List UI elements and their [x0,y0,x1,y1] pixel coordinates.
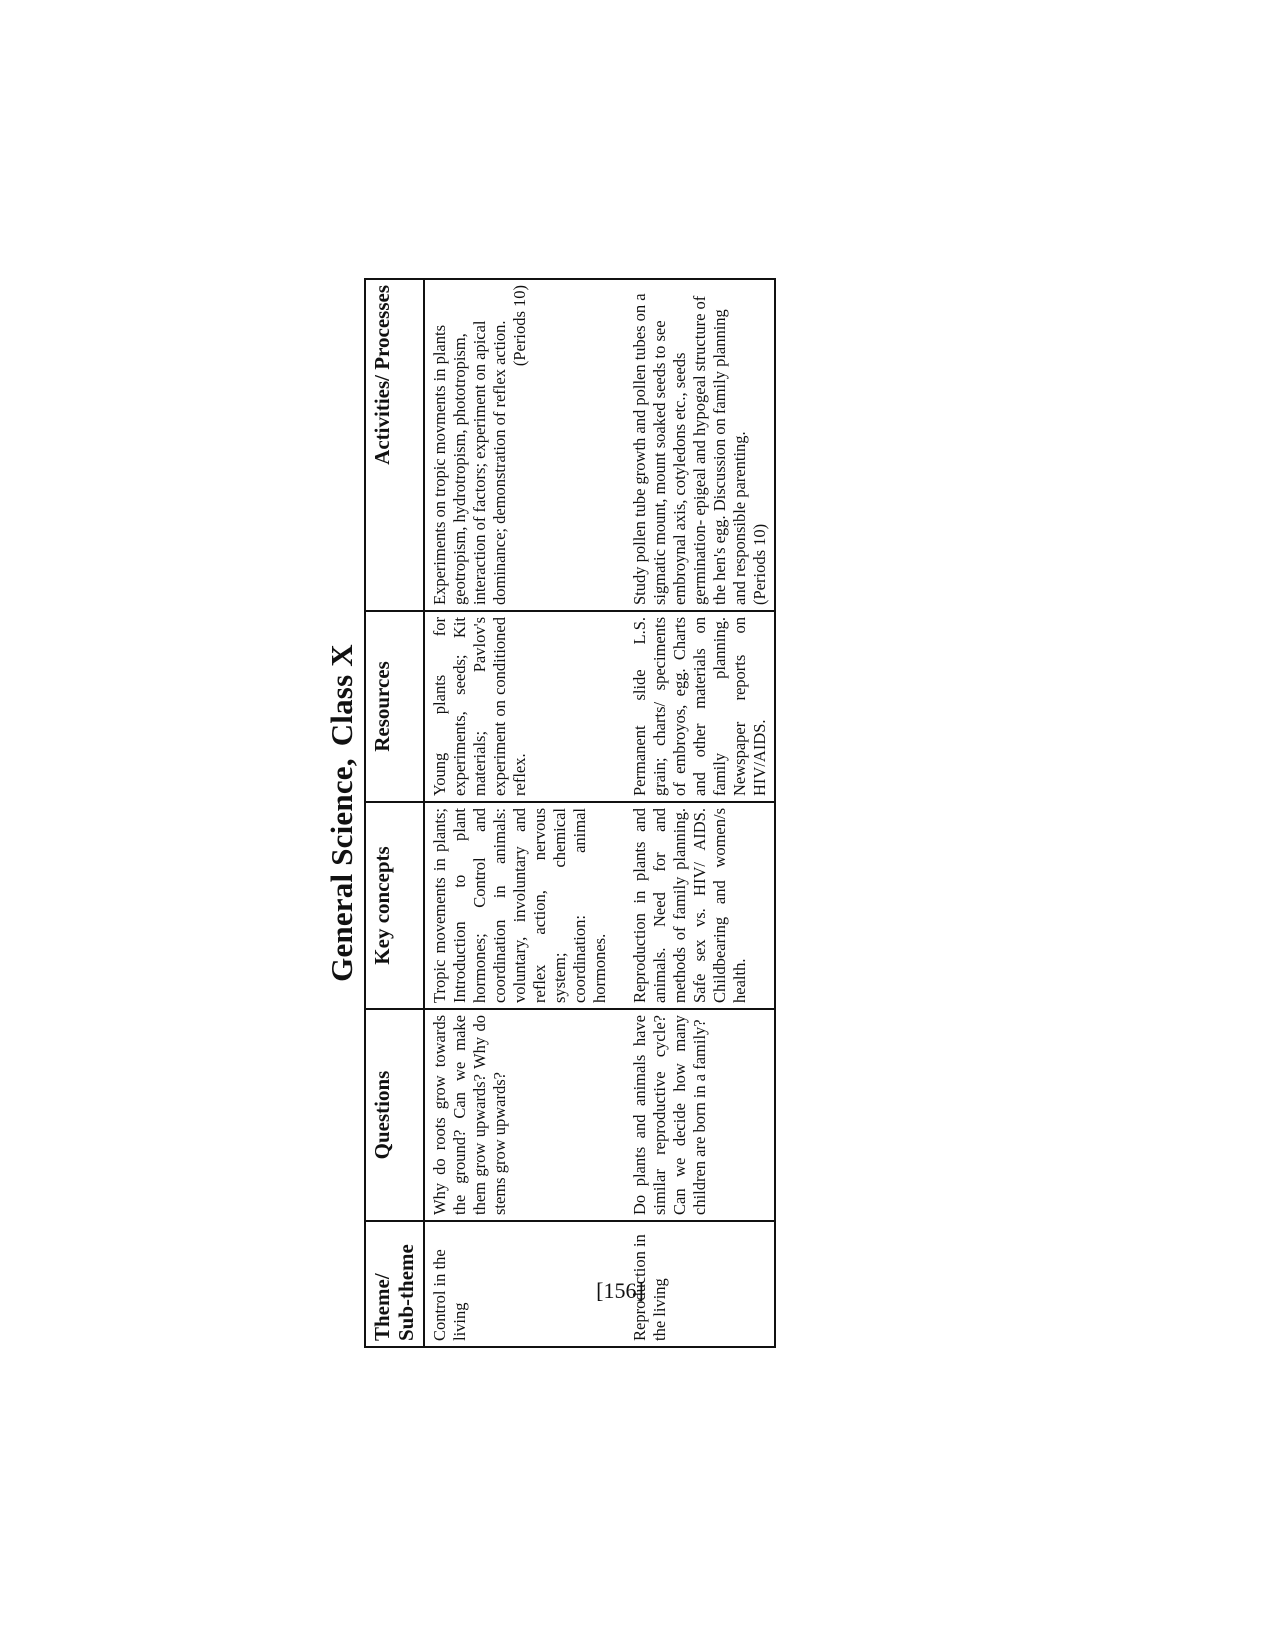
cell-activities [614,279,775,611]
cell-key-concepts: Reproduction in plants and animals. Need for and methods of family planning. Safe sex vs. HIV/ AIDS. Childbearing and women/s health. [614,802,775,1009]
cell-theme: Control in the living [424,1221,614,1347]
activities-text: Study pollen tube growth and pollen tubes on a sigmatic mount, mount soaked seeds to see embroynal axis, cotyledons etc., seeds germination- epigeal and hypogeal structure of the hen's egg. Discussion on family planning and responsible parenting. [630,293,749,605]
table-row [424,279,614,1347]
cell-key-concepts: Tropic movements in plants; Introduction to plant hormones; Control and coordination in animals: voluntary, involuntary and reflex action, nervous system; chemical coordination: animal hormones. [424,802,614,1009]
header-theme: Theme/ Sub-theme [365,1221,424,1347]
cell-theme: Reproduction in the living [614,1221,775,1347]
table-header-row [365,279,424,1347]
page-number: [156] [596,1278,644,1303]
syllabus-table [364,278,776,1348]
cell-questions: Why do roots grow towards the ground? Can we make them grow upwards? Why do stems grow upwards? [424,1009,614,1221]
header-questions: Questions [365,1009,424,1221]
periods-label: (Periods 10) [750,523,769,605]
rotated-page-content [320,278,920,1348]
cell-questions: Do plants and animals have similar reproductive cycle? Can we decide how many children are born in a family? [614,1009,775,1221]
cell-resources: Young plants for experiments, seeds; Kit materials; Pavlov's experiment on conditioned reflex. [424,611,614,802]
table-row [614,279,775,1347]
header-resources: Resources [365,611,424,802]
title-subject: General Science, [324,758,359,982]
periods-label: (Periods 10) [510,285,529,367]
header-activities: Activities/ Processes [365,279,424,611]
activities-text: Experiments on tropic movments in plants geotropism, hydrotropism, phototropism, interaction of factors; experiment on apical dominance; demonstration of reflex action. [430,320,509,605]
header-key-concepts: Key concepts [365,802,424,1009]
cell-resources: Permanent slide L.S. grain; charts/ speciments of embroyos, egg. Charts and other materials on family planning. Newspaper reports on HIV/AIDS. [614,611,775,802]
page-title [324,278,360,1348]
cell-activities [424,279,614,611]
title-class: Class X [324,644,359,747]
